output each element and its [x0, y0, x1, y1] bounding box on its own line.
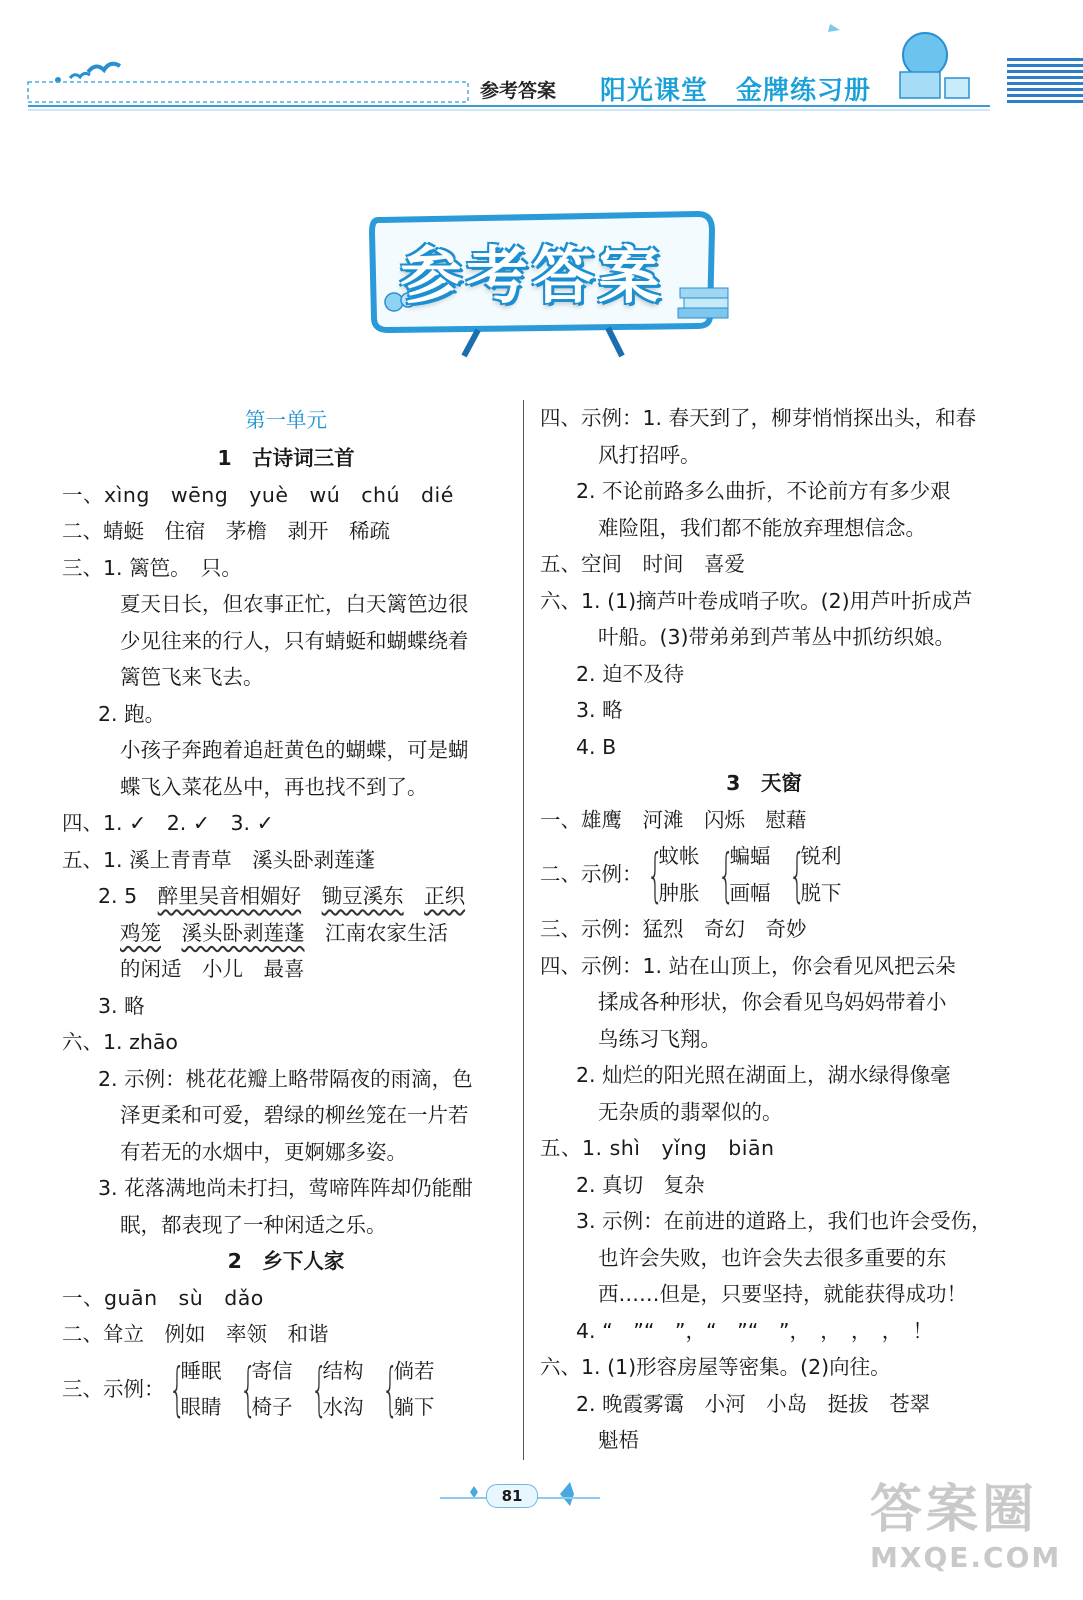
answer-text: 鸟练习飞翔。: [598, 1026, 721, 1051]
word-pair: { 结构 水沟: [307, 1353, 364, 1426]
answer-l3-q4: 四、示例：1. 站在山顶上，你会看见风把云朵: [540, 953, 956, 978]
page-number: 81: [486, 1484, 538, 1508]
answer-l2-q4: 四、示例：1. 春天到了，柳芽悄悄探出头，和春: [540, 406, 977, 430]
books-icon: [680, 288, 728, 298]
unit-title: 第一单元: [245, 408, 327, 432]
answer-l3-q3: 三、示例：猛烈 奇幻 奇妙: [540, 917, 807, 941]
globe-icon: [903, 33, 947, 77]
word: 睡眠: [180, 1358, 222, 1383]
word: 寄信: [251, 1358, 293, 1383]
answer-text: 难险阻，我们都不能放弃理想信念。: [598, 515, 926, 540]
answer-text: 也许会失败，也许会失去很多重要的东: [598, 1245, 947, 1270]
answer-l1-q3-2: 2. 跑。: [98, 701, 166, 726]
pinyin: wú: [309, 482, 341, 507]
answer-text: 少见往来的行人，只有蜻蜓和蝴蝶绕着: [120, 628, 469, 653]
answer-text-rest: 江南农家生活: [325, 920, 448, 945]
answer-l2-q6-4: 4. B: [576, 734, 617, 759]
pinyin: wēng: [170, 482, 229, 507]
answer-text: [62, 915, 510, 952]
answer-l2-q6-3: 3. 略: [576, 698, 623, 722]
answer-l1-q6-3: 3. 花落满地尚未打扫，莺啼阵阵却仍能酣: [98, 1176, 473, 1200]
answer-l1-q6-1: 六、1. zhāo: [62, 1030, 178, 1054]
answer-l3-q5-3: 3. 示例：在前进的道路上，我们也许会受伤，: [576, 1209, 992, 1233]
answer-l1-q3-1: 三、1. 篱笆。 只。: [62, 555, 242, 580]
underlined-phrase: 正织: [424, 884, 466, 908]
answer-text: 西……但是，只要坚持，就能获得成功！: [598, 1282, 967, 1306]
answer-text: 夏天日长，但农事正忙，白天篱笆边很: [120, 592, 469, 616]
answer-text: 魁梧: [598, 1428, 639, 1452]
word: 眼睛: [180, 1395, 222, 1419]
answer-label: 2. 5: [98, 884, 158, 908]
watermark-url: MXQE.COM: [870, 1541, 1062, 1574]
answer-l2-q6-1: 六、1. (1)摘芦叶卷成哨子吹。(2)用芦叶折成芦: [540, 588, 973, 613]
answer-l2-q4-2: 2. 不论前路多么曲折，不论前方有多少艰: [576, 479, 951, 503]
header-decoration: [0, 0, 1083, 140]
answer-text: 有若无的水烟中，更婀娜多姿。: [120, 1139, 407, 1164]
lesson-3-title: 3 天窗: [726, 771, 802, 795]
word-pair: { 倘若 躺下: [378, 1353, 435, 1426]
answer-l1-q1: [62, 477, 510, 514]
answer-l2-q2: 二、耸立 例如 率领 和谐: [62, 1322, 329, 1346]
answer-l3-q6-1: 六、1. (1)形容房屋等密集。(2)向往。: [540, 1355, 891, 1379]
answer-l2-q6-2: 2. 迫不及待: [576, 661, 685, 686]
header-label: 参考答案: [480, 80, 557, 102]
pinyin: xìng: [104, 482, 150, 507]
pinyin: chú: [361, 482, 401, 507]
word: 锐利: [800, 844, 842, 868]
answer-text: 揉成各种形状，你会看见鸟妈妈带着小: [598, 990, 947, 1014]
answer-l1-q6-2: 2. 示例：桃花花瓣上略带隔夜的雨滴，色: [98, 1066, 473, 1091]
answer-l3-q5-2: 2. 真切 复杂: [576, 1172, 705, 1197]
word-pair: { 寄信 椅子: [236, 1353, 293, 1426]
series-name-1: 阳光课堂: [600, 76, 709, 106]
word: 倘若: [393, 1358, 435, 1383]
word: 躺下: [393, 1395, 435, 1419]
header-stripes: [1007, 58, 1083, 114]
lesson-1-title: 1 古诗词三首: [217, 446, 355, 470]
answer-label: 三、示例：: [62, 1376, 165, 1401]
answer-l3-q5-4: 4. “ ”“ ”，“ ”“ ”， ， ， ， ！: [576, 1318, 934, 1343]
answer-l1-q5-3: 3. 略: [98, 993, 145, 1018]
answer-text: 泽更柔和可爱，碧绿的柳丝笼在一片若: [120, 1103, 469, 1127]
answer-l3-q2: [540, 838, 988, 911]
underlined-phrase: 溪头卧剥莲蓬: [181, 920, 305, 945]
answer-l2-q1: 一、guān sù dǎo: [62, 1285, 264, 1310]
answer-text: 的闲适 小儿 最喜: [120, 957, 305, 981]
right-column: [540, 400, 992, 1459]
answer-label: 二、示例：: [540, 862, 643, 887]
answer-l1-q2: 二、蜻蜓 住宿 茅檐 剥开 稀疏: [62, 519, 390, 543]
bird-icon-small: [70, 73, 90, 78]
page-header: [0, 0, 1083, 140]
answer-l3-q5-1: 五、1. shì yǐng biān: [540, 1136, 775, 1160]
word: 脱下: [800, 880, 842, 905]
answer-l2-q5: 五、空间 时间 喜爱: [540, 552, 745, 576]
page-title: 参考答案: [400, 239, 665, 312]
answer-text: 叶船。(3)带弟弟到芦苇丛中抓纺织娘。: [598, 625, 956, 649]
left-column: [62, 400, 510, 1426]
word-pair: { 蚊帐 肿胀: [643, 838, 700, 911]
word: 椅子: [251, 1395, 293, 1419]
word: 肿胀: [658, 880, 700, 905]
series-name-2: 金牌练习册: [736, 76, 872, 106]
word: 结构: [322, 1358, 364, 1383]
answer-text: 眠，都表现了一种闲适之乐。: [120, 1212, 387, 1237]
answer-l3-q6-2: 2. 晚霞雾霭 小河 小岛 挺拔 苍翠: [576, 1391, 931, 1416]
answer-text: 风打招呼。: [598, 442, 701, 467]
windmill-icon: [560, 1482, 574, 1506]
answer-l3-q4-2: 2. 灿烂的阳光照在湖面上，湖水绿得像毫: [576, 1063, 951, 1087]
watermark-text: 答案圈: [870, 1480, 1039, 1540]
underlined-phrase: 锄豆溪东: [321, 884, 404, 908]
word-pair: { 蝙蝠 画幅: [714, 838, 771, 911]
pinyin: dié: [421, 482, 454, 507]
word: 蚊帐: [658, 844, 700, 868]
answer-l3-q1: 一、雄鹰 河滩 闪烁 慰藉: [540, 807, 807, 832]
word: 画幅: [729, 880, 771, 905]
word-pair: { 睡眠 眼睛: [165, 1353, 222, 1426]
pinyin: yuè: [249, 482, 289, 507]
column-divider: [523, 400, 524, 1460]
answer-label: 一、: [62, 482, 104, 507]
underlined-phrase: 醉里吴音相媚好: [157, 884, 302, 908]
word-pair: { 锐利 脱下: [785, 838, 842, 911]
underlined-phrase: 鸡笼: [120, 920, 161, 945]
star-icon: [470, 1486, 478, 1498]
bird-icon: [88, 64, 120, 72]
answer-text: 篱笆飞来飞去。: [120, 665, 264, 689]
answer-l1-q4: 四、1. ✓ 2. ✓ 3. ✓: [62, 811, 274, 835]
series-title: [600, 70, 899, 107]
answer-text: 小孩子奔跑着追赶黄色的蝴蝶，可是蝴: [120, 738, 469, 762]
answer-text: 蝶飞入菜花丛中，再也找不到了。: [120, 774, 428, 799]
lesson-2-title: 2 乡下人家: [227, 1249, 345, 1273]
word: 蝙蝠: [729, 844, 771, 868]
answer-text: 无杂质的翡翠似的。: [598, 1099, 783, 1124]
word: 水沟: [322, 1395, 364, 1419]
answer-l1-q5-1: 五、1. 溪上青青草 溪头卧剥莲蓬: [62, 847, 376, 872]
answer-l1-q5-2: [62, 878, 510, 915]
answer-l2-q3: [62, 1353, 510, 1426]
watermark: [870, 1480, 1070, 1590]
